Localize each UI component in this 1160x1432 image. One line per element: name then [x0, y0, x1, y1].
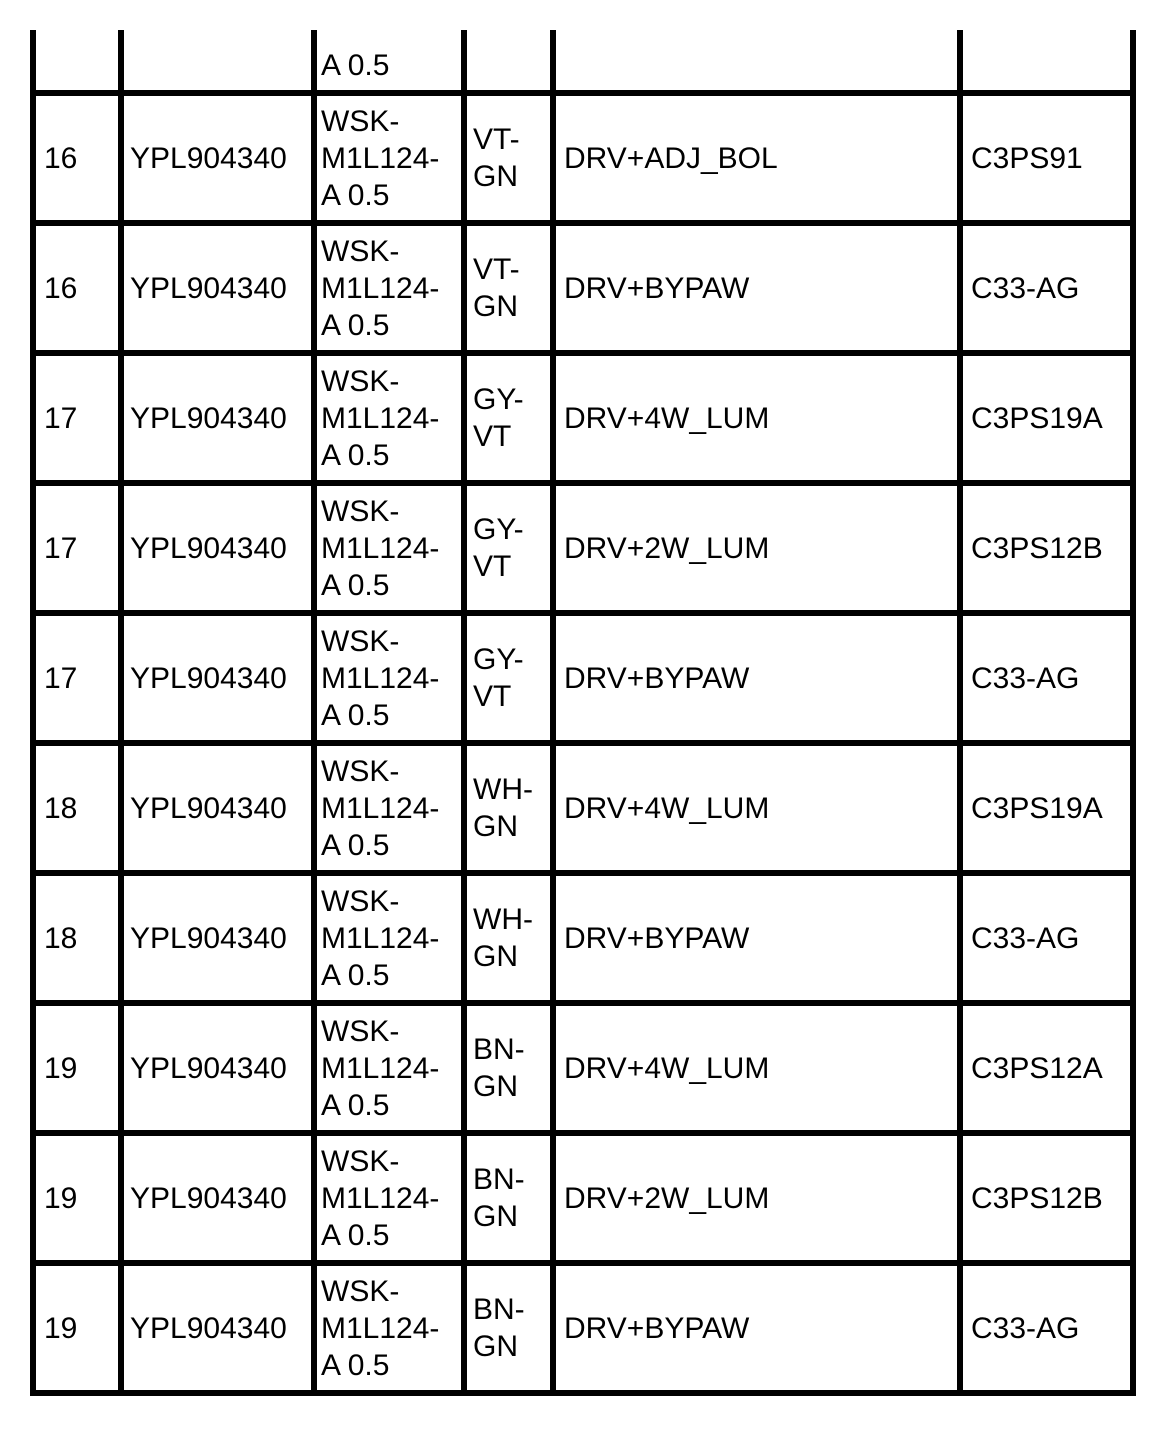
circuit-cell: DRV+4W_LUM: [553, 1003, 960, 1133]
cavity-cell: 17: [33, 353, 121, 483]
wire-spec-cell: WSK- M1L124- A 0.5: [314, 613, 464, 743]
table-row: [33, 743, 1133, 873]
table-row: [33, 223, 1133, 353]
part-number-cell: YPL904340: [121, 743, 314, 873]
wire-spec-cell: A 0.5: [314, 30, 464, 93]
table-row: [33, 873, 1133, 1003]
cavity-cell: 19: [33, 1003, 121, 1133]
circuit-cell: DRV+4W_LUM: [553, 353, 960, 483]
wire-color-cell: VT- GN: [464, 223, 553, 353]
destination-cell: C3PS19A: [960, 353, 1133, 483]
wire-spec-cell: WSK- M1L124- A 0.5: [314, 93, 464, 223]
wire-spec-cell: WSK- M1L124- A 0.5: [314, 743, 464, 873]
circuit-cell: DRV+BYPAW: [553, 613, 960, 743]
table-row: [33, 1263, 1133, 1393]
wire-color-cell: GY- VT: [464, 483, 553, 613]
part-number-cell: YPL904340: [121, 483, 314, 613]
wire-spec-cell: WSK- M1L124- A 0.5: [314, 1003, 464, 1133]
part-number-cell: YPL904340: [121, 613, 314, 743]
destination-cell: C3PS91: [960, 93, 1133, 223]
table-row: [33, 1133, 1133, 1263]
cavity-cell: 17: [33, 613, 121, 743]
part-number-cell: [121, 30, 314, 93]
table-row: [33, 483, 1133, 613]
circuit-cell: DRV+BYPAW: [553, 223, 960, 353]
wire-color-cell: BN- GN: [464, 1263, 553, 1393]
destination-cell: [960, 30, 1133, 93]
wire-spec-cell: WSK- M1L124- A 0.5: [314, 873, 464, 1003]
wire-spec-cell: WSK- M1L124- A 0.5: [314, 353, 464, 483]
wire-color-cell: VT- GN: [464, 93, 553, 223]
circuit-cell: DRV+BYPAW: [553, 1263, 960, 1393]
circuit-cell: DRV+2W_LUM: [553, 483, 960, 613]
cavity-cell: 16: [33, 223, 121, 353]
part-number-cell: YPL904340: [121, 1003, 314, 1133]
destination-cell: C33-AG: [960, 1263, 1133, 1393]
cavity-cell: 18: [33, 743, 121, 873]
cavity-cell: 17: [33, 483, 121, 613]
table-row: [33, 353, 1133, 483]
wiring-table-container: [30, 30, 1130, 1396]
cavity-cell: 19: [33, 1263, 121, 1393]
part-number-cell: YPL904340: [121, 873, 314, 1003]
wire-color-cell: WH- GN: [464, 743, 553, 873]
wire-color-cell: GY- VT: [464, 353, 553, 483]
part-number-cell: YPL904340: [121, 223, 314, 353]
circuit-cell: [553, 30, 960, 93]
cavity-cell: 16: [33, 93, 121, 223]
cavity-cell: 19: [33, 1133, 121, 1263]
table-row: [33, 93, 1133, 223]
circuit-cell: DRV+4W_LUM: [553, 743, 960, 873]
destination-cell: C3PS12B: [960, 483, 1133, 613]
destination-cell: C33-AG: [960, 613, 1133, 743]
destination-cell: C3PS12A: [960, 1003, 1133, 1133]
wire-color-cell: BN- GN: [464, 1003, 553, 1133]
wire-spec-cell: WSK- M1L124- A 0.5: [314, 1263, 464, 1393]
part-number-cell: YPL904340: [121, 1263, 314, 1393]
circuit-cell: DRV+BYPAW: [553, 873, 960, 1003]
table-row: [33, 613, 1133, 743]
wire-color-cell: BN- GN: [464, 1133, 553, 1263]
wire-spec-cell: WSK- M1L124- A 0.5: [314, 483, 464, 613]
wire-spec-cell: WSK- M1L124- A 0.5: [314, 223, 464, 353]
cavity-cell: 18: [33, 873, 121, 1003]
circuit-cell: DRV+ADJ_BOL: [553, 93, 960, 223]
wire-spec-cell: WSK- M1L124- A 0.5: [314, 1133, 464, 1263]
destination-cell: C33-AG: [960, 223, 1133, 353]
destination-cell: C3PS12B: [960, 1133, 1133, 1263]
wire-color-cell: WH- GN: [464, 873, 553, 1003]
part-number-cell: YPL904340: [121, 1133, 314, 1263]
cavity-cell: [33, 30, 121, 93]
destination-cell: C3PS19A: [960, 743, 1133, 873]
part-number-cell: YPL904340: [121, 353, 314, 483]
wire-color-cell: [464, 30, 553, 93]
destination-cell: C33-AG: [960, 873, 1133, 1003]
connector-wiring-table: [30, 30, 1136, 1396]
table-row: [33, 1003, 1133, 1133]
part-number-cell: YPL904340: [121, 93, 314, 223]
circuit-cell: DRV+2W_LUM: [553, 1133, 960, 1263]
wire-color-cell: GY- VT: [464, 613, 553, 743]
table-row-partial: [33, 30, 1133, 93]
